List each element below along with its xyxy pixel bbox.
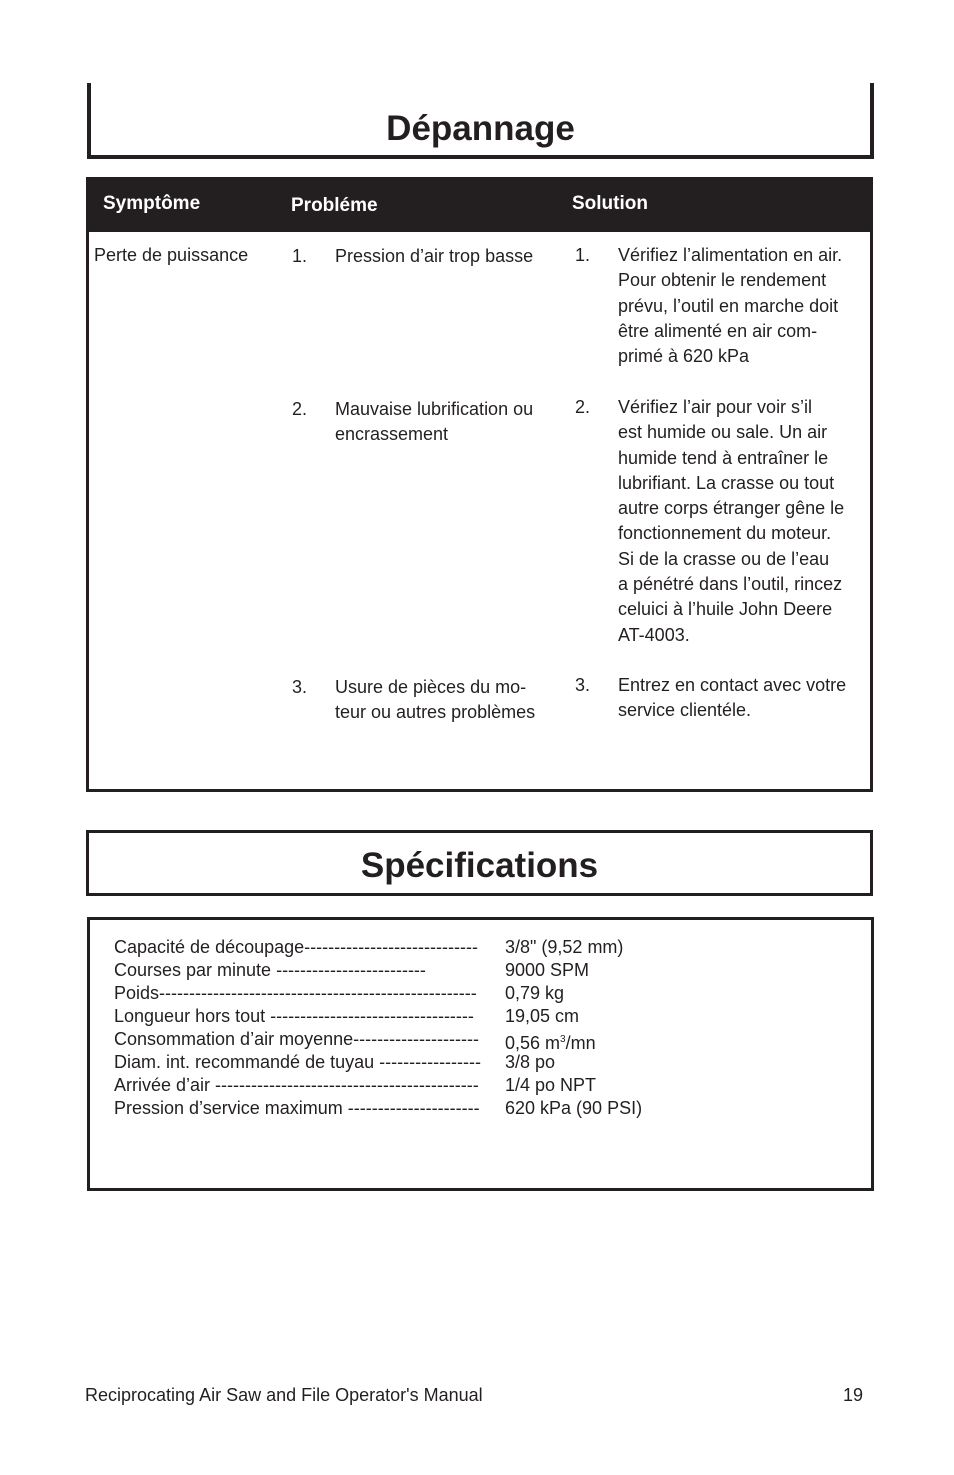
spec-label: Consommation d’air moyenne--------------------- [114, 1029, 479, 1049]
header-symptom: Symptôme [103, 193, 201, 214]
solution-number: 2. [575, 397, 591, 417]
spec-value: 620 kPa (90 PSI) [505, 1098, 643, 1118]
spec-value: 3/8" (9,52 mm) [505, 937, 624, 957]
specifications-box [87, 917, 874, 1191]
spec-value: 9000 SPM [505, 960, 590, 980]
troubleshooting-title-box [87, 83, 874, 159]
header-problem: Probléme [291, 195, 378, 216]
specifications-title: Spécifications [360, 846, 599, 885]
problem-number: 1. [292, 246, 308, 266]
symptom-text: Perte de puissance [94, 245, 249, 265]
footer-page-number: 19 [843, 1385, 864, 1405]
solution-text: Vérifiez l’air pour voir s’il est humide ou sale. Un air humide tend à entraîner le lubrifiant. La crasse ou tout autre corps étranger gêne le fonctionnement du moteur. Si de la crasse ou de l’eau a pénétré dans l’outil, rincez celuici à l’huile John Deere AT-4003. [618, 397, 845, 645]
problem-number: 3. [292, 677, 308, 697]
solution-text: Entrez en contact avec votre service clientéle. [618, 675, 847, 721]
troubleshooting-title: Dépannage [386, 109, 575, 148]
spec-label: Diam. int. recommandé de tuyau ----------------- [114, 1052, 482, 1072]
spec-label: Courses par minute ------------------------- [114, 960, 426, 980]
spec-value: 3/8 po [505, 1052, 556, 1072]
specifications-title-box [86, 830, 873, 896]
spec-label: Pression d’service maximum ---------------------- [114, 1098, 480, 1118]
spec-label: Longueur hors tout ---------------------------------- [114, 1006, 474, 1026]
table-header-row [89, 177, 870, 232]
spec-label: Poids----------------------------------------------------- [114, 983, 477, 1003]
problem-text: Pression d’air trop basse [335, 246, 534, 266]
spec-value: 0,56 $m^3/mn$ [505, 1033, 596, 1053]
problem-text: Usure de pièces du mo- teur ou autres problèmes [335, 677, 536, 723]
spec-value: 1/4 po NPT [505, 1075, 597, 1095]
header-solution: Solution [572, 193, 648, 214]
spec-value: 0,79 kg [505, 983, 565, 1003]
problem-text: Mauvaise lubrification ou encrassement [335, 399, 534, 445]
solution-number: 3. [575, 675, 591, 695]
problem-number: 2. [292, 399, 308, 419]
solution-text: Vérifiez l’alimentation en air. Pour obtenir le rendement prévu, l’outil en marche doit être alimenté en air com- primé à 620 kPa [618, 245, 843, 367]
spec-value: 19,05 cm [505, 1006, 580, 1026]
solution-number: 1. [575, 245, 591, 265]
troubleshooting-table [86, 177, 873, 792]
footer-manual-title: Reciprocating Air Saw and File Operator's Manual [85, 1385, 483, 1405]
spec-label: Capacité de découpage----------------------------- [114, 937, 478, 957]
spec-label: Arrivée d’air -------------------------------------------- [114, 1075, 479, 1095]
